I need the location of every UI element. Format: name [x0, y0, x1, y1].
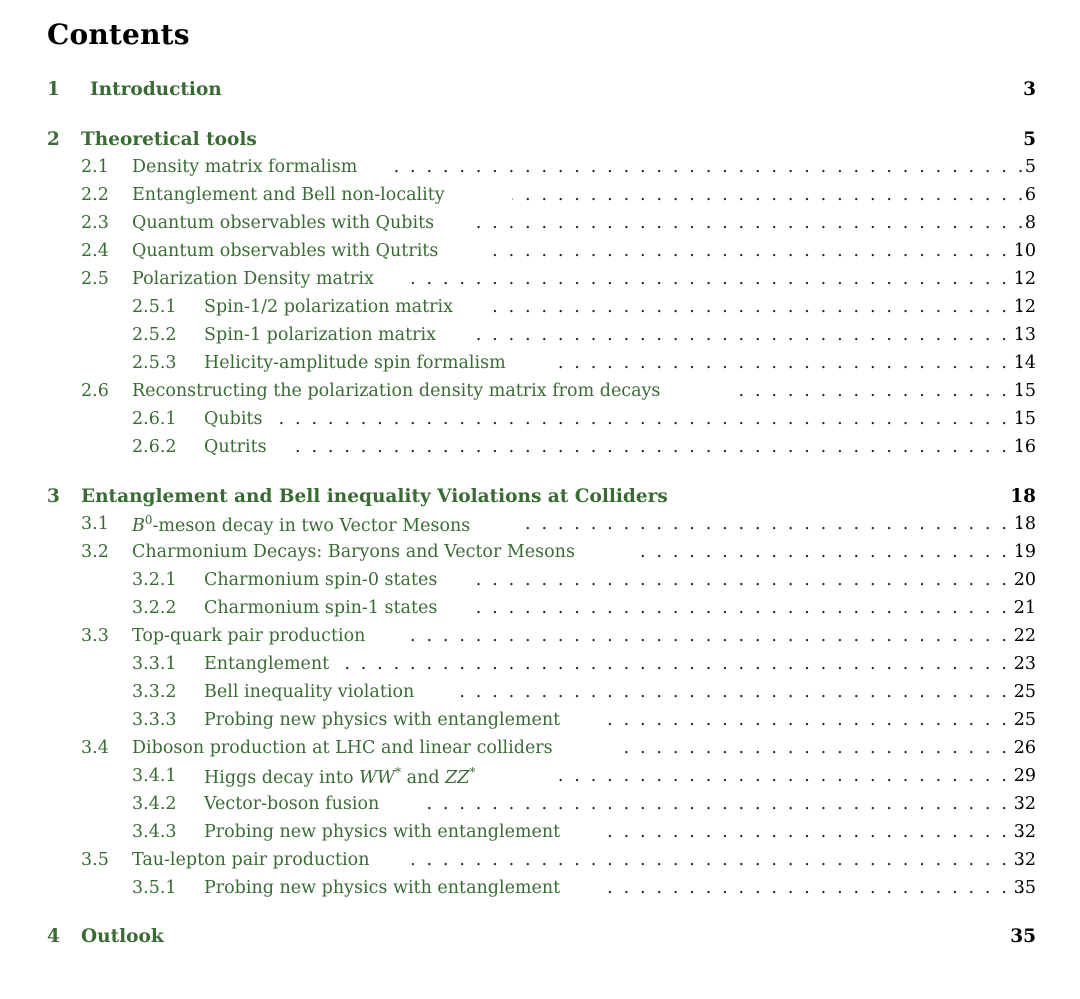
subsection-title: Probing new physics with entanglement	[204, 710, 561, 730]
toc-section-2-1[interactable]	[0, 154, 1080, 180]
subsection-title: Helicity-amplitude spin formalism	[204, 353, 506, 373]
toc-subsection-2-6-2[interactable]	[0, 434, 1080, 460]
page-number: 10	[1013, 241, 1036, 261]
toc-subsection-3-2-2[interactable]	[0, 595, 1080, 621]
toc-subsection-3-4-2[interactable]	[0, 791, 1080, 817]
toc-subsection-3-3-1[interactable]	[0, 651, 1080, 677]
page-number: 5	[1024, 157, 1036, 177]
page-number: 26	[1013, 738, 1036, 758]
page-number: 25	[1013, 710, 1036, 730]
subsection-number: 3.5.1	[132, 878, 177, 898]
page-number: 25	[1013, 682, 1036, 702]
section-title-text: -meson decay in two Vector Mesons	[152, 515, 471, 536]
toc-chapter-2[interactable]	[0, 126, 1080, 152]
page-number: 12	[1013, 269, 1036, 289]
page-number: 32	[1013, 850, 1036, 870]
math-superscript: 0	[144, 512, 153, 527]
chapter-title: Outlook	[81, 925, 164, 947]
page-number: 35	[1010, 925, 1036, 947]
subsection-number: 2.5.3	[132, 353, 177, 373]
section-number: 3.5	[81, 850, 109, 870]
page-number: 15	[1013, 409, 1036, 429]
subsection-number: 3.4.1	[132, 766, 177, 786]
subsection-number: 3.2.1	[132, 570, 177, 590]
toc-section-2-5[interactable]	[0, 266, 1080, 292]
subsection-title: Bell inequality violation	[204, 682, 415, 702]
page-number: 12	[1013, 297, 1036, 317]
toc-subsection-3-5-1[interactable]	[0, 875, 1080, 901]
section-title: Polarization Density matrix	[132, 269, 374, 289]
section-number: 2.6	[81, 381, 109, 401]
chapter-number: 1	[47, 78, 60, 100]
subsection-number: 2.6.2	[132, 437, 177, 457]
dot-leader	[470, 595, 1026, 621]
chapter-number: 2	[47, 128, 60, 150]
page-number: 32	[1013, 794, 1036, 814]
subsection-title-text: Higgs decay into	[204, 767, 360, 788]
subsection-number: 2.5.2	[132, 325, 177, 345]
subsection-title: Probing new physics with entanglement	[204, 822, 561, 842]
toc-section-2-2[interactable]	[0, 182, 1080, 208]
section-title	[132, 513, 470, 536]
subsection-title: Probing new physics with entanglement	[204, 878, 561, 898]
subsection-title: Charmonium spin-0 states	[204, 570, 438, 590]
section-number: 3.4	[81, 738, 109, 758]
page-number: 5	[1023, 128, 1036, 150]
subsection-number: 3.3.3	[132, 710, 177, 730]
dot-leader	[482, 238, 1026, 264]
toc-subsection-3-2-1[interactable]	[0, 567, 1080, 593]
subsection-number: 2.6.1	[132, 409, 177, 429]
subsection-title: Entanglement	[204, 654, 330, 674]
toc-subsection-2-5-2[interactable]	[0, 322, 1080, 348]
section-title: Reconstructing the polarization density matrix from decays	[132, 381, 661, 401]
section-number: 2.5	[81, 269, 109, 289]
toc-subsection-3-3-2[interactable]	[0, 679, 1080, 705]
math-b: B	[132, 515, 145, 536]
section-title: Tau-lepton pair production	[132, 850, 370, 870]
dot-leader	[476, 210, 1026, 236]
page-number: 35	[1013, 878, 1036, 898]
dot-leader	[284, 434, 1026, 460]
dot-leader	[604, 875, 1026, 901]
dot-leader	[394, 154, 1026, 180]
page-number: 16	[1013, 437, 1036, 457]
page-number: 22	[1013, 626, 1036, 646]
chapter-title: Theoretical tools	[81, 128, 257, 150]
dot-leader	[470, 567, 1026, 593]
page-number: 14	[1013, 353, 1036, 373]
section-number: 2.2	[81, 185, 109, 205]
toc-subsection-2-6-1[interactable]	[0, 406, 1080, 432]
toc-subsection-3-3-3[interactable]	[0, 707, 1080, 733]
page-number: 18	[1013, 514, 1036, 534]
section-title: Top-quark pair production	[132, 626, 366, 646]
toc-chapter-3[interactable]	[0, 483, 1080, 509]
dot-leader	[546, 350, 1026, 376]
section-title: Density matrix formalism	[132, 157, 358, 177]
page-number: 19	[1013, 542, 1036, 562]
dot-leader	[604, 819, 1026, 845]
toc-chapter-1[interactable]	[0, 76, 1080, 102]
toc-section-3-3[interactable]	[0, 623, 1080, 649]
subsection-number: 3.3.2	[132, 682, 177, 702]
dot-leader	[412, 266, 1026, 292]
math-superscript: *	[395, 764, 402, 779]
toc-section-3-2[interactable]	[0, 539, 1080, 565]
dot-leader	[346, 651, 1026, 677]
page-title: Contents	[47, 18, 190, 51]
section-number: 3.2	[81, 542, 109, 562]
toc-subsection-3-4-1[interactable]	[0, 763, 1080, 789]
page-number: 20	[1013, 570, 1036, 590]
chapter-title: Entanglement and Bell inequality Violations at Colliders	[81, 485, 668, 507]
section-number: 2.1	[81, 157, 109, 177]
chapter-title: Introduction	[90, 78, 222, 100]
math-superscript: *	[469, 764, 476, 779]
dot-leader	[412, 847, 1026, 873]
subsection-title: Qubits	[204, 409, 263, 429]
toc-section-2-3[interactable]	[0, 210, 1080, 236]
dot-leader	[278, 406, 1026, 432]
page-number: 21	[1013, 598, 1036, 618]
subsection-title: Spin-1/2 polarization matrix	[204, 297, 453, 317]
page-number: 13	[1013, 325, 1036, 345]
chapter-number: 4	[47, 925, 60, 947]
subsection-number: 3.2.2	[132, 598, 177, 618]
subsection-number: 3.4.3	[132, 822, 177, 842]
dot-leader	[552, 763, 1026, 789]
dot-leader	[472, 322, 1026, 348]
subsection-title: Qutrits	[204, 437, 267, 457]
subsection-title: Vector-boson fusion	[204, 794, 380, 814]
dot-leader	[494, 294, 1026, 320]
dot-leader	[520, 511, 1026, 537]
toc-section-3-5[interactable]	[0, 847, 1080, 873]
toc-subsection-2-5-1[interactable]	[0, 294, 1080, 320]
toc-subsection-3-4-3[interactable]	[0, 819, 1080, 845]
toc-subsection-2-5-3[interactable]	[0, 350, 1080, 376]
section-number: 3.3	[81, 626, 109, 646]
subsection-title-text: and	[401, 767, 446, 788]
toc-section-2-6[interactable]	[0, 378, 1080, 404]
subsection-number: 3.4.2	[132, 794, 177, 814]
section-number: 3.1	[81, 514, 109, 534]
subsection-number: 2.5.1	[132, 297, 177, 317]
section-title: Diboson production at LHC and linear colliders	[132, 738, 553, 758]
toc-chapter-4[interactable]	[0, 923, 1080, 949]
toc-section-3-4[interactable]	[0, 735, 1080, 761]
section-title: Charmonium Decays: Baryons and Vector Mesons	[132, 542, 575, 562]
section-title: Quantum observables with Qutrits	[132, 241, 439, 261]
math-ww: WW	[359, 767, 396, 788]
section-number: 2.4	[81, 241, 109, 261]
math-zz: ZZ	[445, 767, 470, 788]
page-number: 15	[1013, 381, 1036, 401]
subsection-number: 3.3.1	[132, 654, 177, 674]
subsection-title: Spin-1 polarization matrix	[204, 325, 436, 345]
toc-section-2-4[interactable]	[0, 238, 1080, 264]
section-title: Quantum observables with Qubits	[132, 213, 435, 233]
section-title: Entanglement and Bell non-locality	[132, 185, 445, 205]
page-number: 23	[1013, 654, 1036, 674]
page-number: 3	[1023, 78, 1036, 100]
subsection-title	[204, 765, 475, 788]
dot-leader	[634, 539, 1026, 565]
section-number: 2.3	[81, 213, 109, 233]
page-number: 8	[1024, 213, 1036, 233]
dot-leader	[448, 679, 1026, 705]
toc-section-3-1[interactable]	[0, 511, 1080, 537]
page-number: 18	[1010, 485, 1036, 507]
chapter-number: 3	[47, 485, 60, 507]
dot-leader	[420, 791, 1026, 817]
dot-leader	[622, 735, 1026, 761]
page-number: 6	[1024, 185, 1036, 205]
dot-leader	[604, 707, 1026, 733]
subsection-title: Charmonium spin-1 states	[204, 598, 438, 618]
dot-leader	[512, 182, 1026, 208]
dot-leader	[726, 378, 1026, 404]
page-number: 32	[1013, 822, 1036, 842]
dot-leader	[402, 623, 1026, 649]
page-number: 29	[1013, 766, 1036, 786]
